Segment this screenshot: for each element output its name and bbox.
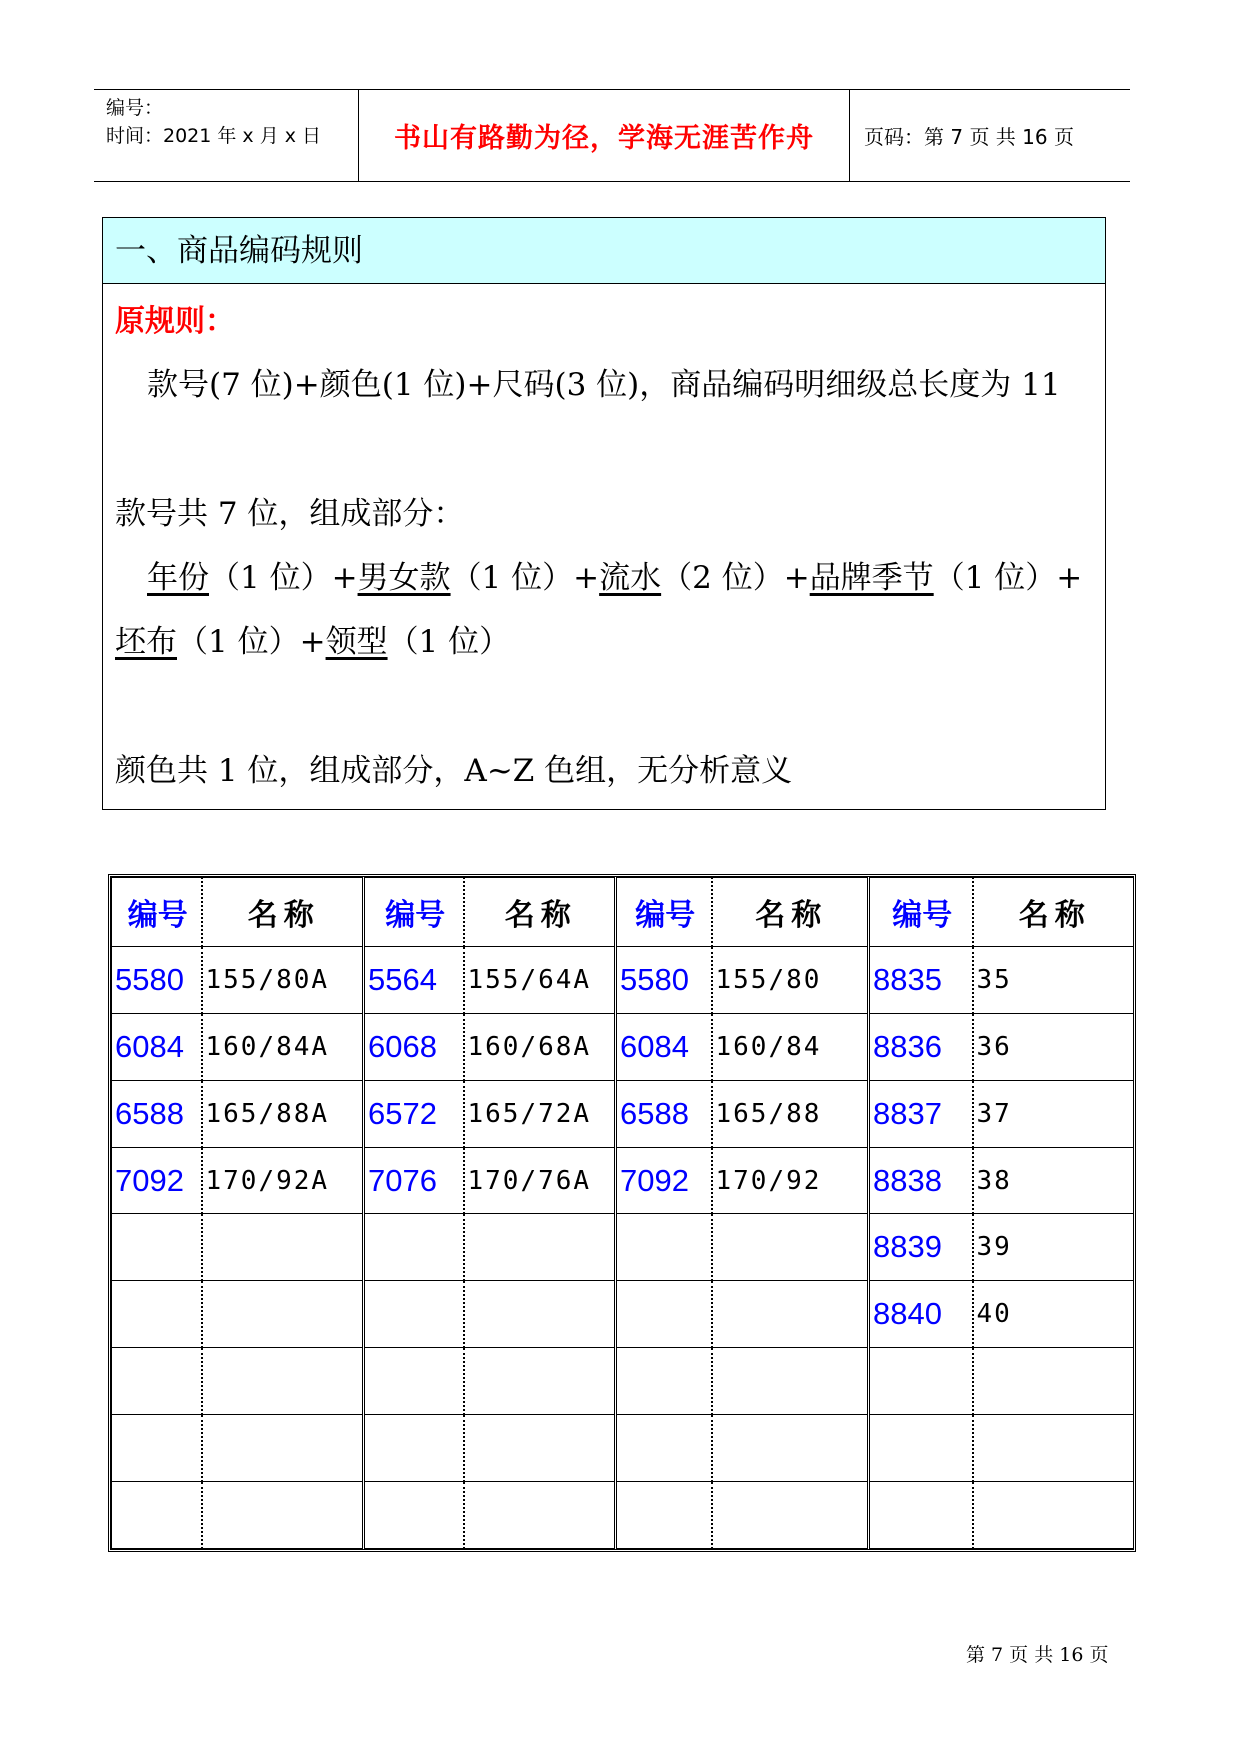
table-row xyxy=(112,946,1134,1013)
size-name-cell xyxy=(464,1348,616,1415)
size-name-cell: 170/92A xyxy=(202,1147,364,1214)
number-label: 编号： xyxy=(106,97,164,119)
size-code-cell: 8838 xyxy=(869,1147,973,1214)
size-code-cell xyxy=(616,1214,712,1281)
size-name-cell: 38 xyxy=(973,1147,1134,1214)
size-name-cell: 160/84A xyxy=(202,1013,364,1080)
size-code-cell: 6068 xyxy=(364,1013,464,1080)
size-table xyxy=(108,874,1136,1552)
size-code-cell: 6084 xyxy=(616,1013,712,1080)
table-header-row xyxy=(112,878,1134,947)
size-name-cell: 155/64A xyxy=(464,946,616,1013)
style-parts-line-2 xyxy=(115,616,510,661)
size-name-cell xyxy=(973,1415,1134,1482)
size-name-cell xyxy=(464,1214,616,1281)
style-parts-line-1 xyxy=(147,552,1082,597)
size-code-cell: 7076 xyxy=(364,1147,464,1214)
size-name-cell xyxy=(712,1348,869,1415)
size-code-cell: 6588 xyxy=(112,1080,202,1147)
size-code-cell xyxy=(364,1281,464,1348)
size-code-cell xyxy=(869,1482,973,1549)
size-code-cell xyxy=(112,1281,202,1348)
rules-heading: 一、商品编码规则 xyxy=(103,218,1105,284)
size-name-cell xyxy=(973,1482,1134,1549)
size-code-cell xyxy=(112,1415,202,1482)
table-row xyxy=(112,1080,1134,1147)
size-code-cell xyxy=(364,1415,464,1482)
part-brand-season: 品牌季节 xyxy=(809,560,934,596)
size-name-cell: 165/72A xyxy=(464,1080,616,1147)
rules-box xyxy=(102,217,1106,810)
size-code-cell: 8837 xyxy=(869,1080,973,1147)
part-serial-len: （2 位）+ xyxy=(661,560,810,596)
table-row xyxy=(112,1482,1134,1549)
size-name-cell xyxy=(202,1482,364,1549)
table-row xyxy=(112,1147,1134,1214)
size-name-cell xyxy=(202,1415,364,1482)
size-name-cell xyxy=(202,1281,364,1348)
size-code-cell xyxy=(364,1214,464,1281)
column-header-name: 名称 xyxy=(464,878,616,947)
size-code-cell xyxy=(616,1482,712,1549)
size-name-cell xyxy=(712,1214,869,1281)
size-table-grid xyxy=(111,877,1134,1549)
size-code-cell xyxy=(112,1482,202,1549)
size-code-cell: 7092 xyxy=(616,1147,712,1214)
size-code-cell: 8839 xyxy=(869,1214,973,1281)
size-code-cell xyxy=(869,1348,973,1415)
table-row xyxy=(112,1214,1134,1281)
style-number-title: 款号共 7 位，组成部分： xyxy=(115,496,465,532)
size-code-cell: 8840 xyxy=(869,1281,973,1348)
size-name-cell: 155/80 xyxy=(712,946,869,1013)
size-code-cell: 8835 xyxy=(869,946,973,1013)
size-code-cell xyxy=(869,1415,973,1482)
size-name-cell xyxy=(712,1482,869,1549)
column-header-code: 编号 xyxy=(616,878,712,947)
size-name-cell: 36 xyxy=(973,1013,1134,1080)
size-name-cell: 37 xyxy=(973,1080,1134,1147)
column-header-code: 编号 xyxy=(364,878,464,947)
time-label: 时间：2021 年 x 月 x 日 xyxy=(106,125,322,147)
part-year-len: （1 位）+ xyxy=(209,560,358,596)
size-name-cell: 170/92 xyxy=(712,1147,869,1214)
part-fabric: 坯布 xyxy=(115,624,177,660)
header-meta xyxy=(94,90,359,181)
column-header-name: 名称 xyxy=(973,878,1134,947)
size-code-cell xyxy=(112,1214,202,1281)
size-code-cell xyxy=(616,1281,712,1348)
table-row xyxy=(112,1013,1134,1080)
size-code-cell xyxy=(616,1348,712,1415)
part-collar: 领型 xyxy=(325,624,388,660)
size-name-cell: 39 xyxy=(973,1214,1134,1281)
size-name-cell: 160/68A xyxy=(464,1013,616,1080)
size-name-cell xyxy=(464,1415,616,1482)
table-row xyxy=(112,1281,1134,1348)
size-name-cell: 40 xyxy=(973,1281,1134,1348)
part-gender: 男女款 xyxy=(357,560,451,596)
size-name-cell xyxy=(464,1482,616,1549)
table-row xyxy=(112,1415,1134,1482)
size-name-cell: 160/84 xyxy=(712,1013,869,1080)
size-name-cell xyxy=(202,1214,364,1281)
size-code-cell: 6588 xyxy=(616,1080,712,1147)
size-code-cell: 6084 xyxy=(112,1013,202,1080)
size-code-cell: 7092 xyxy=(112,1147,202,1214)
column-header-name: 名称 xyxy=(712,878,869,947)
column-header-name: 名称 xyxy=(202,878,364,947)
page-footer: 第 7 页 共 16 页 xyxy=(966,1644,1109,1666)
size-code-cell xyxy=(616,1415,712,1482)
size-code-cell: 5564 xyxy=(364,946,464,1013)
size-name-cell: 35 xyxy=(973,946,1134,1013)
size-code-cell xyxy=(364,1482,464,1549)
size-name-cell: 165/88A xyxy=(202,1080,364,1147)
size-name-cell xyxy=(712,1415,869,1482)
size-name-cell xyxy=(712,1281,869,1348)
size-code-cell xyxy=(364,1348,464,1415)
part-brand-season-len: （1 位）+ xyxy=(933,560,1083,596)
header-motto: 书山有路勤为径，学海无涯苦作舟 xyxy=(359,90,850,181)
part-year: 年份 xyxy=(147,560,209,596)
size-name-cell xyxy=(464,1281,616,1348)
size-name-cell: 170/76A xyxy=(464,1147,616,1214)
size-code-cell: 6572 xyxy=(364,1080,464,1147)
part-gender-len: （1 位）+ xyxy=(450,560,600,596)
part-serial: 流水 xyxy=(599,560,662,596)
size-name-cell xyxy=(202,1348,364,1415)
column-header-code: 编号 xyxy=(869,878,973,947)
size-name-cell: 155/80A xyxy=(202,946,364,1013)
header-page-label: 页码：第 7 页 共 16 页 xyxy=(864,125,1074,149)
original-rule-title: 原规则： xyxy=(115,304,235,339)
size-code-cell: 5580 xyxy=(616,946,712,1013)
size-code-cell: 5580 xyxy=(112,946,202,1013)
color-rule-line: 颜色共 1 位，组成部分，A~Z 色组，无分析意义 xyxy=(115,753,793,789)
rule-line-total: 款号(7 位)+颜色(1 位)+尺码(3 位)，商品编码明细级总长度为 11 xyxy=(147,367,1061,403)
table-row xyxy=(112,1348,1134,1415)
size-code-cell xyxy=(112,1348,202,1415)
size-name-cell: 165/88 xyxy=(712,1080,869,1147)
part-fabric-len: （1 位）+ xyxy=(177,624,326,660)
size-name-cell xyxy=(973,1348,1134,1415)
page-header xyxy=(94,89,1130,182)
column-header-code: 编号 xyxy=(112,878,202,947)
size-code-cell: 8836 xyxy=(869,1013,973,1080)
part-collar-len: （1 位） xyxy=(387,624,511,660)
